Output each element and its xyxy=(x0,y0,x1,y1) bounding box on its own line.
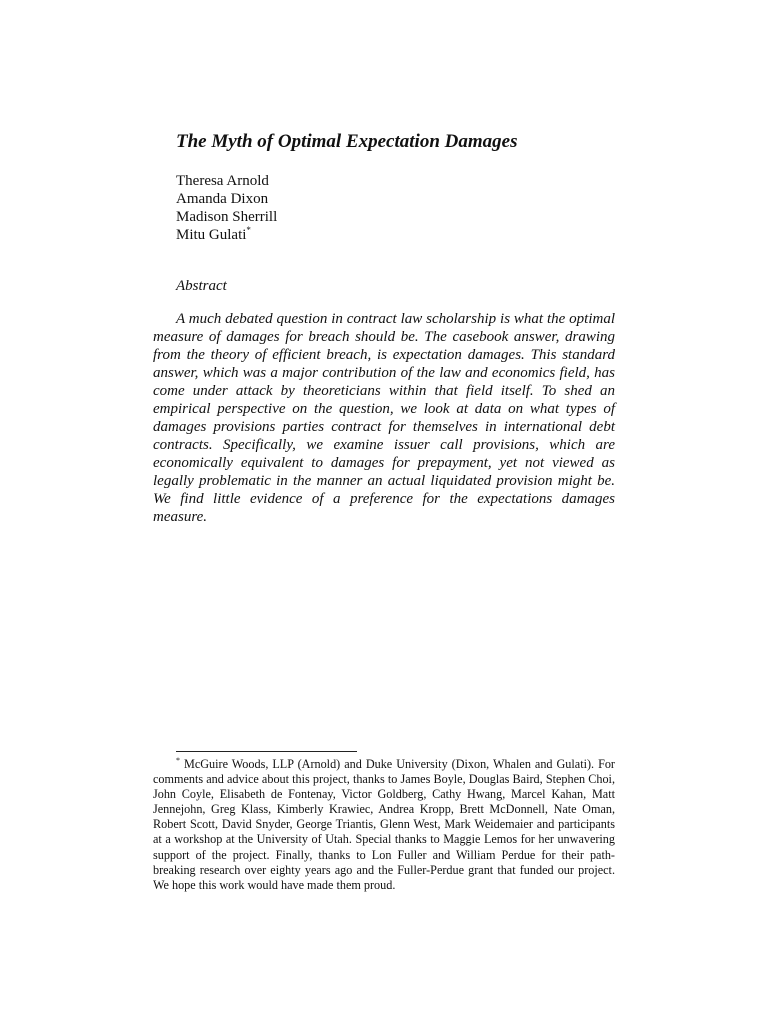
footnote-text: McGuire Woods, LLP (Arnold) and Duke University (Dixon, Whalen and Gulati). For comments and advice about this project, thanks to James Boyle, Douglas Baird, Stephen Choi, John Coyle, Elisabeth de Fontenay, Victor Goldberg, Cathy Hwang, Marcel Kahan, Matt Jennejohn, Greg Klass, Kimberly Krawiec, Andrea Kropp, Brett McDonnell, Nate Oman, Robert Scott, David Snyder, George Triantis, Glenn West, Mark Weidemaier and participants at a workshop at the University of Utah. Special thanks to Maggie Lemos for her unwavering support of the project. Finally, thanks to Lon Fuller and William Perdue for their path-breaking research over eighty years ago and the Fuller-Perdue grant that funded our project. We hope this work would have made them proud. xyxy=(153,757,615,892)
abstract-text: A much debated question in contract law scholarship is what the optimal measure of damages for breach should be. The casebook answer, drawing from the theory of efficient breach, is expectation damages. This standard answer, which was a major contribution of the law and economics field, has come under attack by theoreticians within that field itself. To shed an empirical perspective on the question, we look at data on what types of damages provisions parties contract for themselves in international debt contracts. Specifically, we examine issuer call provisions, which are economically equivalent to damages for prepayment, yet not viewed as legally problematic in the manner an actual liquidated provision might be. We find little evidence of a preference for the expectations damages measure. xyxy=(153,311,615,525)
author-name-with-footnote xyxy=(176,226,476,244)
footnote-divider xyxy=(176,751,357,752)
author-list xyxy=(176,172,476,244)
author-name: Madison Sherrill xyxy=(176,209,278,225)
footnote-marker: * xyxy=(176,755,180,765)
footnote xyxy=(153,757,615,893)
author-name: Amanda Dixon xyxy=(176,191,269,207)
paper-title: The Myth of Optimal Expectation Damages xyxy=(176,131,518,152)
abstract-heading: Abstract xyxy=(176,278,227,294)
footnote-marker: * xyxy=(246,225,251,235)
author-name: Theresa Arnold xyxy=(176,173,269,189)
author-name: Mitu Gulati xyxy=(176,227,247,243)
